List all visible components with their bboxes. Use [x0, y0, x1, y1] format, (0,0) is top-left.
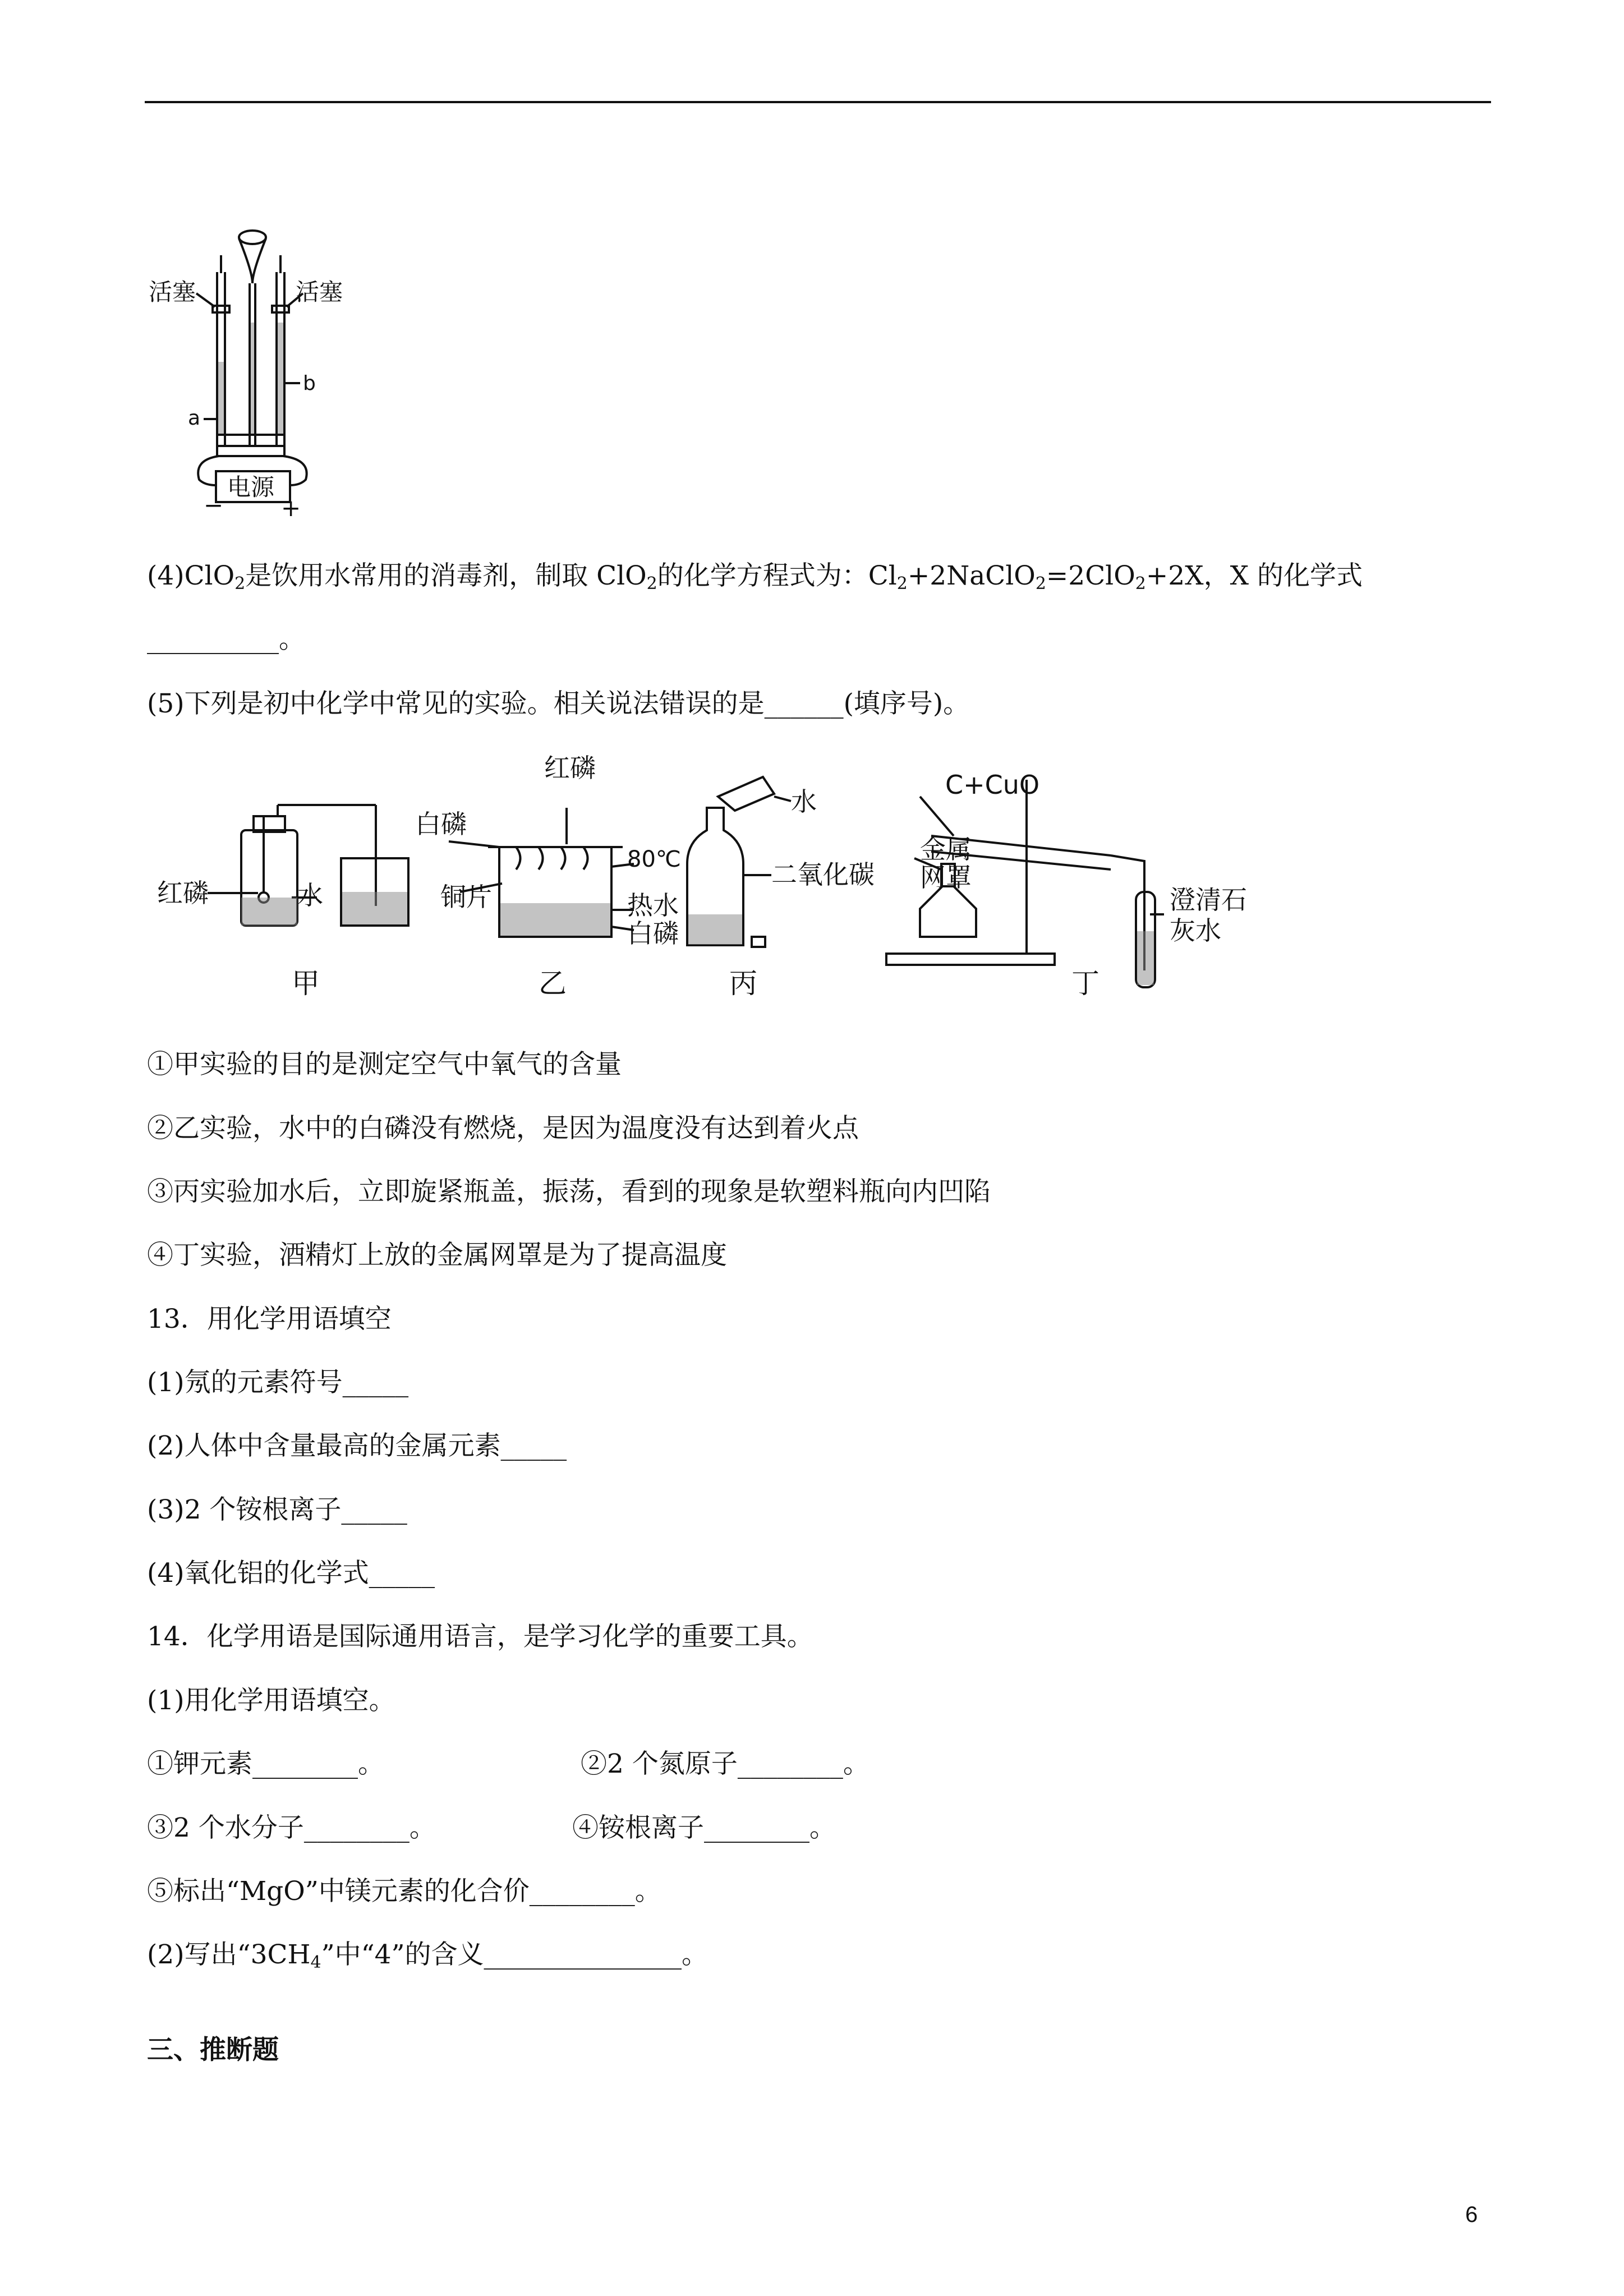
electrolysis-diagram: [143, 222, 356, 533]
q4-part2: 是饮用水常用的消毒剂，制取 ClO: [245, 560, 647, 591]
question-14-title: 14．化学用语是国际通用语言，是学习化学的重要工具。: [147, 1621, 813, 1652]
question-14-sub-2: [147, 1938, 708, 1980]
yi-white-p-top: 白磷: [415, 809, 467, 839]
bing-water: 水: [791, 786, 817, 817]
ding-lime-1: 澄清石: [1170, 885, 1247, 915]
q14-sub2-a: (2)写出“3CH: [147, 1939, 311, 1970]
question-4-line-1: [147, 559, 1363, 601]
question-13-item-1: (1)氖的元素符号_____: [147, 1367, 409, 1398]
header-rule: [145, 101, 1491, 103]
question-13-item-4: (4)氧化铝的化学式_____: [147, 1558, 435, 1589]
label-plus: +: [281, 494, 301, 522]
yi-copper: 铜片: [440, 882, 492, 912]
yi-red-p: 红磷: [544, 753, 596, 783]
question-14-item-1: ①钾元素________。: [147, 1749, 384, 1779]
q4-part1: (4)ClO: [147, 560, 235, 591]
experiments-diagram: [157, 746, 1290, 1010]
yi-hot-water: 热水: [627, 890, 679, 921]
question-14-item-3: ③2 个水分子________。: [147, 1812, 436, 1843]
q14-sub2-sub: 4: [310, 1953, 321, 1972]
bing-caption: 丙: [729, 967, 757, 1000]
q4-part3: 的化学方程式为：Cl: [657, 560, 897, 591]
sub-2: 2: [1135, 574, 1146, 593]
option-2: ②乙实验，水中的白磷没有燃烧，是因为温度没有达到着火点: [147, 1113, 859, 1144]
question-14-item-4: ④铵根离子________。: [572, 1812, 836, 1843]
sub-2: 2: [646, 574, 657, 593]
question-14-item-5: ⑤标出“MgO”中镁元素的化合价________。: [147, 1876, 661, 1907]
label-left-valve: 活塞: [149, 278, 196, 306]
sub-2: 2: [1035, 574, 1046, 593]
sub-2: 2: [896, 574, 908, 593]
question-4-blank: __________。: [147, 624, 305, 655]
label-right-valve: 活塞: [296, 278, 343, 306]
label-minus: −: [204, 491, 224, 519]
ding-lime-2: 灰水: [1170, 915, 1221, 946]
q4-part5: =2ClO: [1046, 560, 1135, 591]
label-b: b: [303, 372, 316, 395]
yi-caption: 乙: [539, 967, 567, 1000]
question-13-item-3: (3)2 个铵根离子_____: [147, 1494, 407, 1525]
question-13-title: 13．用化学用语填空: [147, 1304, 392, 1335]
jia-caption: 甲: [292, 967, 320, 1000]
option-4: ④丁实验，酒精灯上放的金属网罩是为了提高温度: [147, 1240, 727, 1271]
question-13-item-2: (2)人体中含量最高的金属元素_____: [147, 1430, 567, 1461]
label-power: 电源: [227, 473, 275, 501]
ding-mesh-1: 金属: [920, 834, 972, 864]
label-a: a: [188, 407, 201, 430]
jia-red-p: 红磷: [157, 878, 209, 908]
ding-mesh-2: 网罩: [920, 862, 972, 892]
page-number: 6: [1465, 2202, 1478, 2227]
question-14-item-2: ②2 个氮原子________。: [581, 1749, 869, 1779]
electrolysis-figure: [143, 222, 356, 533]
q14-sub2-b: ”中“4”的含义_______________。: [321, 1939, 709, 1970]
option-3: ③丙实验加水后，立即旋紧瓶盖，振荡，看到的现象是软塑料瓶向内凹陷: [147, 1176, 991, 1207]
bing-co2: 二氧化碳: [771, 859, 875, 890]
q4-part4: +2NaClO: [907, 560, 1036, 591]
question-14-sub-1: (1)用化学用语填空。: [147, 1685, 395, 1716]
section-3-heading: 三、推断题: [147, 2035, 279, 2065]
q4-part6: +2X，X 的化学式: [1145, 560, 1363, 591]
experiments-figure: [157, 746, 1290, 1010]
question-5: (5)下列是初中化学中常见的实验。相关说法错误的是______(填序号)。: [147, 688, 970, 719]
ding-reagent: C+CuO: [945, 770, 1040, 800]
sub-2: 2: [234, 574, 246, 593]
yi-white-p-bottom: 白磷: [627, 918, 679, 949]
jia-water: 水: [297, 880, 323, 910]
option-1: ①甲实验的目的是测定空气中氧气的含量: [147, 1049, 622, 1080]
yi-temp: 80℃: [627, 846, 681, 872]
ding-caption: 丁: [1071, 967, 1099, 1000]
